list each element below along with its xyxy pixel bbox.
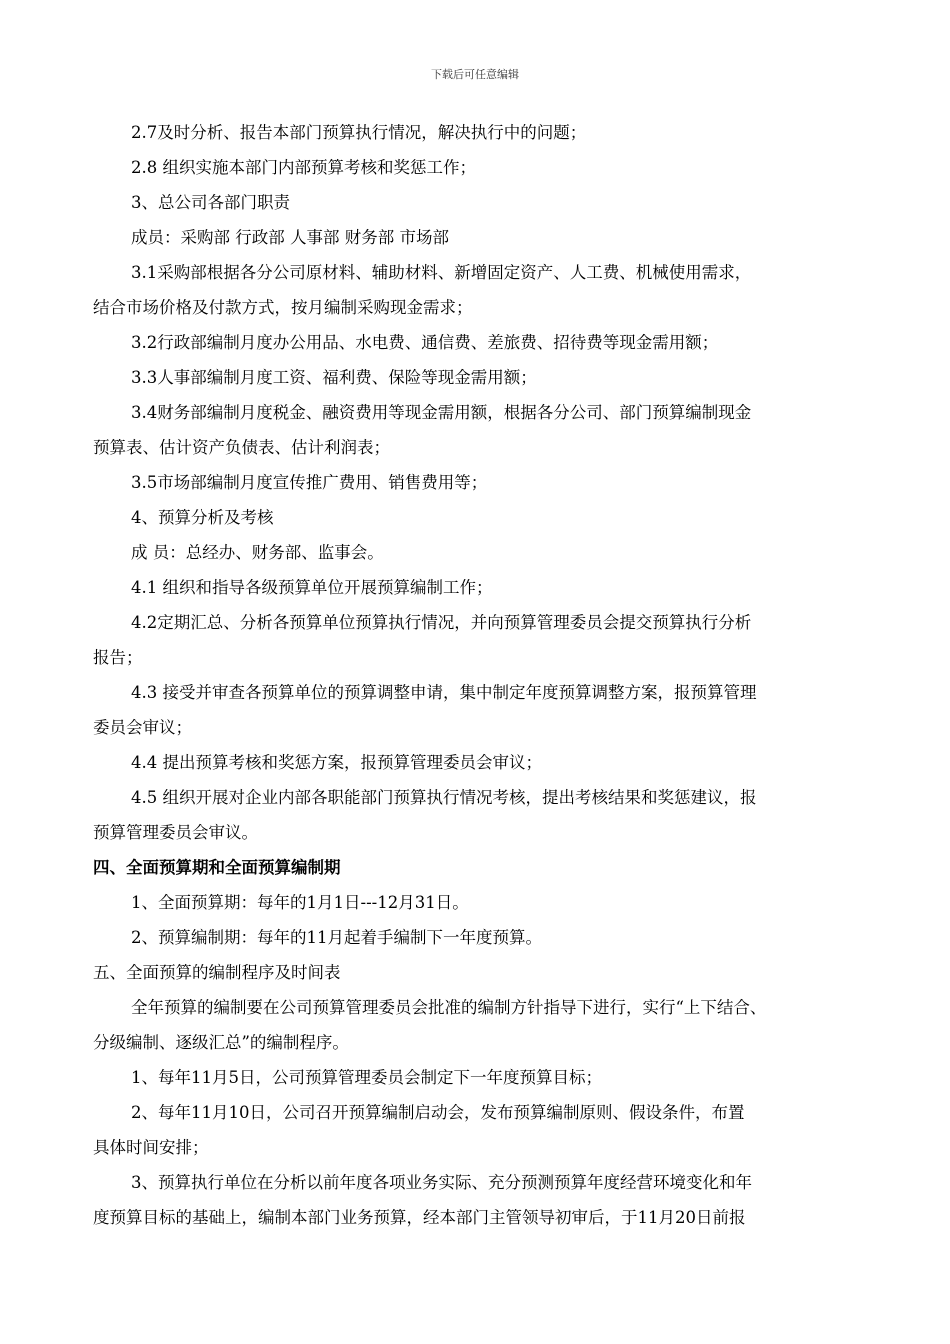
- paragraph: 3.4财务部编制月度税金、融资费用等现金需用额，根据各分公司、部门预算编制现金: [131, 403, 752, 422]
- section-heading: 3、总公司各部门职责: [131, 193, 290, 212]
- paragraph: 4.5 组织开展对企业内部各职能部门预算执行情况考核，提出考核结果和奖惩建议，报: [131, 788, 757, 807]
- paragraph: 4.1 组织和指导各级预算单位开展预算编制工作；: [131, 578, 493, 597]
- paragraph-continuation: 预算管理委员会审议。: [93, 823, 258, 842]
- section-heading: 4、预算分析及考核: [131, 508, 274, 527]
- paragraph: 1、全面预算期：每年的1月1日---12月31日。: [131, 893, 469, 912]
- paragraph: 3.2行政部编制月度办公用品、水电费、通信费、差旅费、招待费等现金需用额；: [131, 333, 719, 352]
- paragraph: 2.7及时分析、报告本部门预算执行情况，解决执行中的问题；: [131, 123, 587, 142]
- paragraph-continuation: 委员会审议；: [93, 718, 192, 737]
- paragraph: 4.2定期汇总、分析各预算单位预算执行情况，并向预算管理委员会提交预算执行分析: [131, 613, 752, 632]
- paragraph: 全年预算的编制要在公司预算管理委员会批准的编制方针指导下进行，实行“上下结合、: [131, 998, 767, 1017]
- paragraph: 2.8 组织实施本部门内部预算考核和奖惩工作；: [131, 158, 476, 177]
- paragraph: 3、预算执行单位在分析以前年度各项业务实际、充分预测预算年度经营环境变化和年: [131, 1173, 752, 1192]
- paragraph: 成 员：总经办、财务部、监事会。: [131, 543, 384, 562]
- paragraph: 1、每年11月5日，公司预算管理委员会制定下一年度预算目标；: [131, 1068, 602, 1087]
- paragraph: 3.5市场部编制月度宣传推广费用、销售费用等；: [131, 473, 488, 492]
- paragraph-continuation: 分级编制、逐级汇总”的编制程序。: [93, 1033, 349, 1052]
- chapter-heading: 五、全面预算的编制程序及时间表: [93, 963, 341, 982]
- paragraph: 4.3 接受并审查各预算单位的预算调整申请，集中制定年度预算调整方案，报预算管理: [131, 683, 757, 702]
- paragraph: 3.3人事部编制月度工资、福利费、保险等现金需用额；: [131, 368, 537, 387]
- paragraph-continuation: 结合市场价格及付款方式，按月编制采购现金需求；: [93, 298, 473, 317]
- paragraph: 成员：采购部 行政部 人事部 财务部 市场部: [131, 228, 449, 247]
- paragraph-continuation: 预算表、估计资产负债表、估计利润表；: [93, 438, 390, 457]
- paragraph-continuation: 报告；: [93, 648, 143, 667]
- chapter-heading: 四、全面预算期和全面预算编制期: [93, 858, 341, 877]
- document-body: [93, 115, 873, 1235]
- page-header: 下载后可任意编辑: [431, 68, 519, 81]
- paragraph-continuation: 具体时间安排；: [93, 1138, 209, 1157]
- paragraph: 2、每年11月10日，公司召开预算编制启动会，发布预算编制原则、假设条件，布置: [131, 1103, 745, 1122]
- paragraph: 2、预算编制期：每年的11月起着手编制下一年度预算。: [131, 928, 542, 947]
- paragraph-continuation: 度预算目标的基础上，编制本部门业务预算，经本部门主管领导初审后，于11月20日前报: [93, 1208, 746, 1227]
- paragraph: 3.1采购部根据各分公司原材料、辅助材料、新增固定资产、人工费、机械使用需求，: [131, 263, 752, 282]
- paragraph: 4.4 提出预算考核和奖惩方案，报预算管理委员会审议；: [131, 753, 542, 772]
